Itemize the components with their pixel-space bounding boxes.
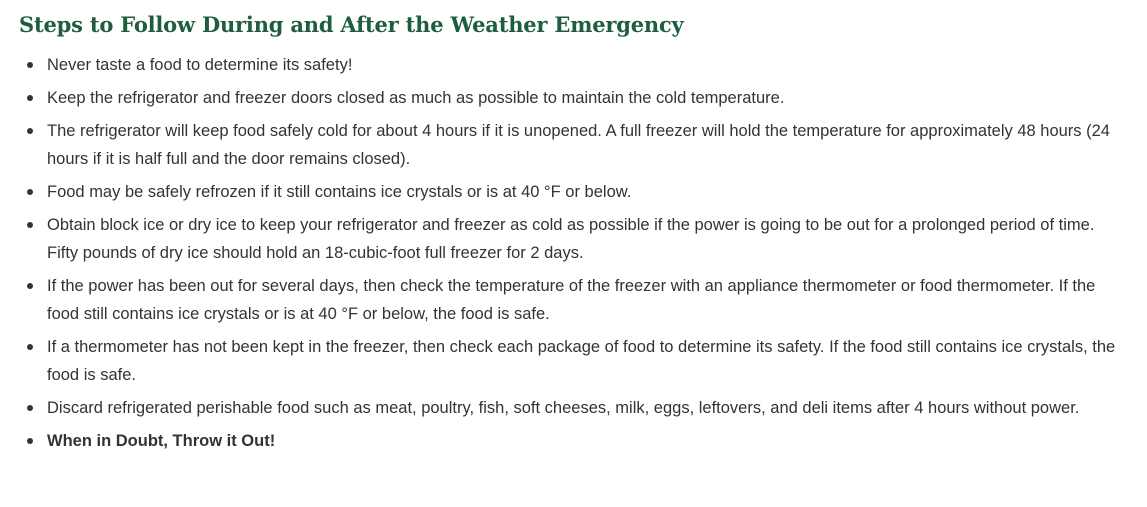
list-item bbox=[19, 272, 1129, 328]
list-item-text: Discard refrigerated perishable food such as meat, poultry, fish, soft cheeses, milk, eggs, leftovers, and deli items after 4 hours without power. bbox=[47, 399, 1080, 417]
list-item-text: Keep the refrigerator and freezer doors closed as much as possible to maintain the cold temperature. bbox=[47, 89, 785, 107]
content-section bbox=[19, 0, 1129, 460]
bullet-icon bbox=[27, 222, 33, 228]
list-item bbox=[19, 211, 1129, 267]
tips-list bbox=[19, 51, 1129, 455]
list-item-text: If a thermometer has not been kept in the freezer, then check each package of food to determine its safety. If the food still contains ice crystals, the food is safe. bbox=[47, 338, 1116, 384]
bullet-icon bbox=[27, 95, 33, 101]
section-heading: Steps to Follow During and After the Weather Emergency bbox=[19, 12, 684, 37]
bullet-icon bbox=[27, 344, 33, 350]
list-item-text: Food may be safely refrozen if it still contains ice crystals or is at 40 °F or below. bbox=[47, 183, 632, 201]
bullet-icon bbox=[27, 128, 33, 134]
list-item-text: Obtain block ice or dry ice to keep your refrigerator and freezer as cold as possible if the power is going to be out for a prolonged period of time. Fifty pounds of dry ice should hold an 18-cubic-foot full freezer for 2 days. bbox=[47, 216, 1095, 262]
list-item-text: When in Doubt, Throw it Out! bbox=[47, 432, 276, 450]
bullet-icon bbox=[27, 189, 33, 195]
list-item bbox=[19, 51, 1129, 79]
bullet-icon bbox=[27, 405, 33, 411]
list-item bbox=[19, 84, 1129, 112]
list-item bbox=[19, 117, 1129, 173]
list-item-final-tip bbox=[19, 427, 1129, 455]
bullet-icon bbox=[27, 438, 33, 444]
list-item bbox=[19, 333, 1129, 389]
list-item-text: The refrigerator will keep food safely cold for about 4 hours if it is unopened. A full freezer will hold the temperature for approximately 48 hours (24 hours if it is half full and the door remains closed). bbox=[47, 122, 1110, 168]
list-item-text: Never taste a food to determine its safety! bbox=[47, 56, 353, 74]
list-item-text: If the power has been out for several days, then check the temperature of the freezer with an appliance thermometer or food thermometer. If the food still contains ice crystals or is at 40 °F or below, the food is safe. bbox=[47, 277, 1096, 323]
list-item bbox=[19, 394, 1129, 422]
bullet-icon bbox=[27, 62, 33, 68]
bullet-icon bbox=[27, 283, 33, 289]
list-item bbox=[19, 178, 1129, 206]
